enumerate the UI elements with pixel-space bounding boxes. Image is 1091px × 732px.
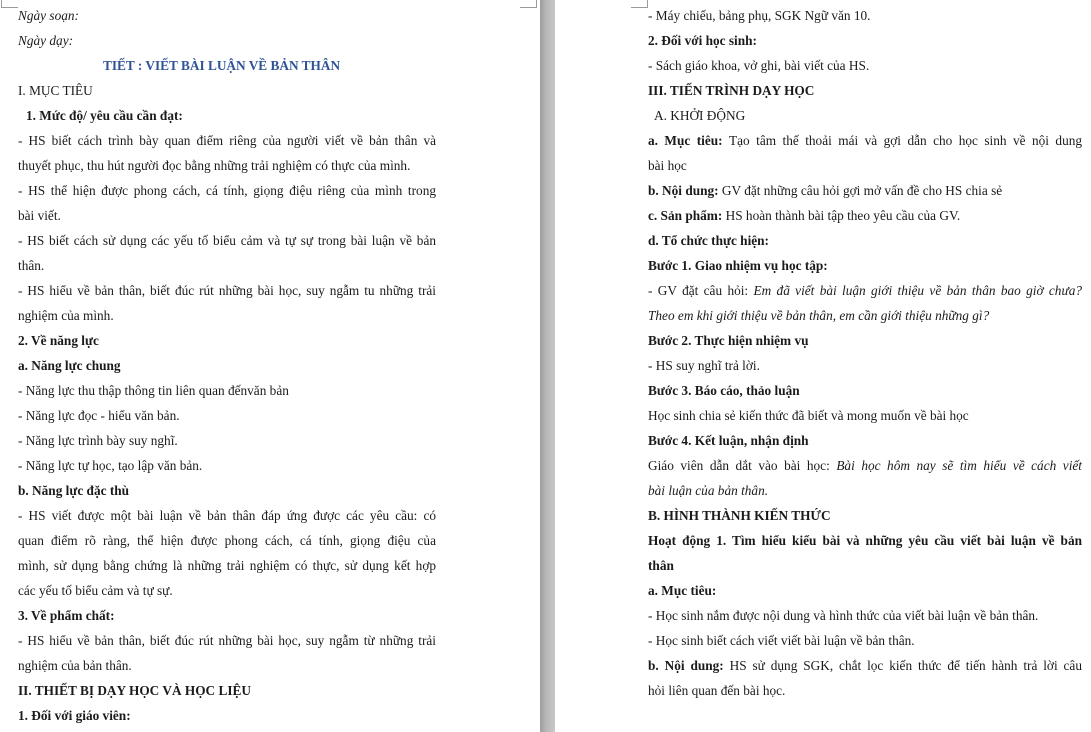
text-line: [648, 457, 1082, 475]
text-run: a. Mục tiêu:: [648, 133, 730, 148]
text-line: [648, 382, 800, 400]
text-line: [18, 407, 180, 425]
text-line: [18, 7, 79, 25]
text-line: [18, 232, 436, 250]
text-line: [648, 432, 809, 450]
text-run: A. KHỞI ĐỘNG: [654, 108, 746, 123]
page-corner-mark: [520, 0, 537, 8]
text-line: [648, 207, 960, 225]
text-line: [18, 482, 129, 500]
text-run: c. Sản phẩm:: [648, 208, 726, 223]
text-line: [648, 82, 814, 100]
text-run: - HS suy nghĩ trả lời.: [648, 358, 760, 373]
text-line: [18, 357, 121, 375]
text-line: [648, 357, 760, 375]
text-line: [648, 32, 757, 50]
text-line: [103, 57, 340, 75]
text-run: nghiệm của bản thân.: [18, 658, 132, 673]
text-run: mình, sử dụng bằng chứng là những trải nghiệm có thực, sử dụng kết hợp: [18, 558, 436, 573]
text-line: [18, 557, 436, 575]
text-line: [18, 607, 115, 625]
text-run: a. Năng lực chung: [18, 358, 121, 373]
text-run: Giáo viên dẫn dắt vào bài học:: [648, 458, 837, 473]
text-run: - Năng lực đọc - hiểu văn bản.: [18, 408, 180, 423]
text-run: thuyết phục, thu hút người đọc bằng những trải nghiệm có thực của mình.: [18, 158, 411, 173]
text-run: - Năng lực tự học, tạo lập văn bản.: [18, 458, 203, 473]
text-run: - Năng lực trình bày suy nghĩ.: [18, 433, 178, 448]
text-run: - HS hiểu về bản thân, biết đúc rút những bài học, suy ngẫm từ những trải: [18, 633, 436, 648]
text-line: [18, 532, 436, 550]
text-run: HS hoàn thành bài tập theo yêu cầu của GV.: [725, 208, 961, 223]
text-line: [648, 682, 785, 700]
text-line: [18, 582, 173, 600]
text-line: [18, 207, 61, 225]
text-run: III. TIẾN TRÌNH DẠY HỌC: [648, 83, 815, 98]
text-line: [18, 82, 93, 100]
text-run: HS sử dụng SGK, chắt lọc kiến thức để tiến hành trả lời câu: [729, 658, 1082, 673]
text-run: Bài học hôm nay sẽ tìm hiểu về cách viết: [836, 458, 1082, 473]
document-page-left: [0, 0, 540, 732]
text-run: Bước 2. Thực hiện nhiệm vụ: [648, 333, 809, 348]
text-line: [648, 557, 674, 575]
text-run: Bước 4. Kết luận, nhận định: [648, 433, 809, 448]
text-line: [18, 282, 436, 300]
text-line: [18, 32, 73, 50]
text-line: [648, 507, 831, 525]
text-run: - Năng lực thu thập thông tin liên quan đếnvăn bản: [18, 383, 289, 398]
text-run: thân: [648, 558, 674, 573]
text-line: [18, 682, 251, 700]
text-run: Theo em khi giới thiệu về bản thân, em cần giới thiệu những gì?: [648, 308, 990, 323]
text-run: Ngày dạy:: [18, 33, 74, 48]
text-run: - HS biết cách sử dụng các yếu tố biểu cảm và tự sự trong bài luận về bản: [18, 233, 436, 248]
text-line: [648, 407, 969, 425]
text-line: [648, 132, 1082, 150]
text-line: [648, 232, 769, 250]
text-line: [648, 632, 915, 650]
text-line: [648, 57, 869, 75]
text-run: bài luận của bản thân.: [648, 483, 769, 498]
text-run: 1. Mức độ/ yêu cầu cần đạt:: [26, 108, 183, 123]
page-gap: [540, 0, 555, 732]
text-line: [18, 707, 131, 725]
text-line: [648, 157, 687, 175]
text-run: - Học sinh biết cách viết viết bài luận về bản thân.: [648, 633, 915, 648]
text-run: hỏi liên quan đến bài học.: [648, 683, 786, 698]
text-run: 3. Về phẩm chất:: [18, 608, 115, 623]
text-run: - Học sinh nắm được nội dung và hình thức của viết bài luận về bản thân.: [648, 608, 1039, 623]
document-page-right: [555, 0, 1091, 732]
text-line: [18, 182, 436, 200]
text-run: Học sinh chia sẻ kiến thức đã biết và mong muốn về bài học: [648, 408, 969, 423]
text-run: Ngày soạn:: [18, 8, 79, 23]
text-run: b. Nội dung:: [648, 183, 722, 198]
text-run: b. Năng lực đặc thù: [18, 483, 130, 498]
text-line: [18, 457, 202, 475]
text-run: bài học: [648, 158, 687, 173]
text-run: quan điểm rõ ràng, thể hiện được phong cách, cá tính, giọng điệu của: [18, 533, 436, 548]
text-run: a. Mục tiêu:: [648, 583, 717, 598]
text-line: [18, 307, 114, 325]
text-run: - Máy chiếu, bảng phụ, SGK Ngữ văn 10.: [648, 8, 871, 23]
text-line: [18, 382, 289, 400]
text-run: TIẾT : VIẾT BÀI LUẬN VỀ BẢN THÂN: [103, 58, 341, 73]
text-line: [18, 657, 132, 675]
text-line: [648, 332, 809, 350]
text-run: bài viết.: [18, 208, 61, 223]
page-corner-mark: [1, 0, 18, 8]
text-run: d. Tổ chức thực hiện:: [648, 233, 769, 248]
text-run: Tạo tâm thế thoải mái và gợi dẫn cho học sinh về nội dung: [729, 133, 1083, 148]
text-line: [648, 257, 828, 275]
text-line: [648, 7, 871, 25]
text-run: B. HÌNH THÀNH KIẾN THỨC: [648, 508, 831, 523]
text-line: [648, 282, 1082, 300]
text-run: b. Nội dung:: [648, 658, 730, 673]
text-line: [648, 482, 768, 500]
text-run: - HS viết được một bài luận về bản thân đáp ứng được các yêu cầu: có: [18, 508, 436, 523]
text-line: [18, 332, 99, 350]
text-line: [18, 157, 410, 175]
text-run: II. THIẾT BỊ DẠY HỌC VÀ HỌC LIỆU: [18, 683, 252, 698]
text-line: [648, 607, 1038, 625]
text-run: - Sách giáo khoa, vở ghi, bài viết của HS.: [648, 58, 870, 73]
text-run: 2. Đối với học sinh:: [648, 33, 757, 48]
page-corner-mark: [631, 0, 648, 8]
text-run: 1. Đối với giáo viên:: [18, 708, 131, 723]
text-line: [18, 432, 178, 450]
text-run: 2. Về năng lực: [18, 333, 99, 348]
text-run: I. MỤC TIÊU: [18, 83, 93, 98]
text-line: [648, 582, 716, 600]
text-run: GV đặt những câu hỏi gợi mở vấn đề cho HS chia sẻ: [721, 183, 1003, 198]
text-run: Hoạt động 1. Tìm hiểu kiểu bài và những yêu cầu viết bài luận về bản: [648, 533, 1082, 548]
text-run: - HS biết cách trình bày quan điểm riêng của người viết về bản thân và: [18, 133, 436, 148]
text-run: nghiệm của mình.: [18, 308, 114, 323]
text-line: [654, 107, 745, 125]
text-line: [648, 532, 1082, 550]
text-run: Bước 1. Giao nhiệm vụ học tập:: [648, 258, 828, 273]
text-run: - HS thể hiện được phong cách, cá tính, giọng điệu riêng của mình trong: [18, 183, 436, 198]
text-run: thân.: [18, 258, 45, 273]
text-run: Em đã viết bài luận giới thiệu về bản thân bao giờ chưa?: [753, 283, 1082, 298]
text-line: [648, 182, 1002, 200]
text-run: các yếu tố biểu cảm và tự sự.: [18, 583, 173, 598]
text-line: [648, 657, 1082, 675]
text-run: Bước 3. Báo cáo, thảo luận: [648, 383, 800, 398]
text-line: [26, 107, 183, 125]
text-line: [18, 257, 44, 275]
text-line: [648, 307, 989, 325]
text-line: [18, 132, 436, 150]
text-line: [18, 507, 436, 525]
text-run: - HS hiểu về bản thân, biết đúc rút những bài học, suy ngẫm tu những trải: [18, 283, 436, 298]
text-line: [18, 632, 436, 650]
text-run: - GV đặt câu hỏi:: [648, 283, 754, 298]
